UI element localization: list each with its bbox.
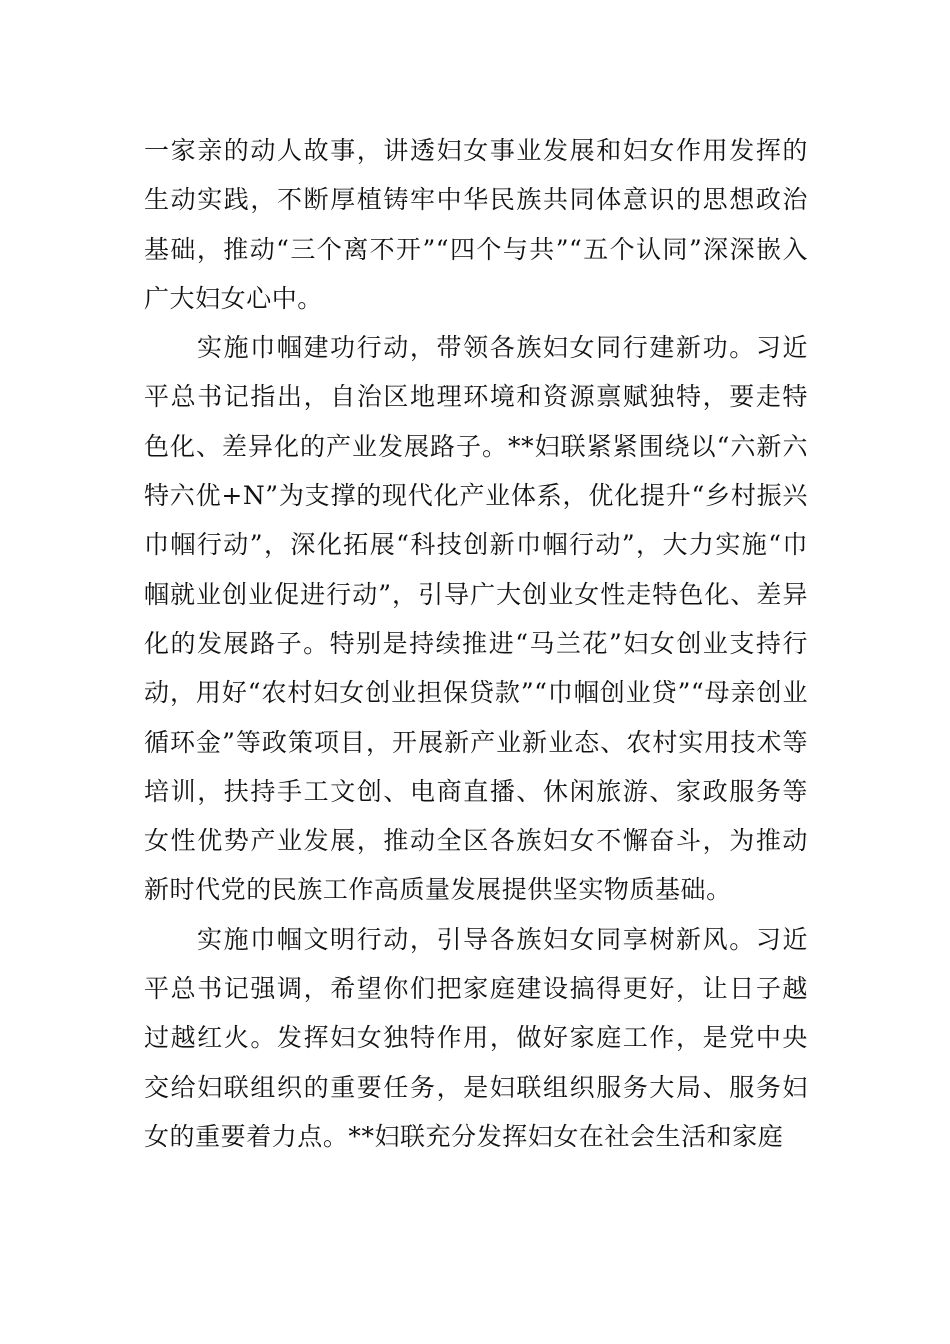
paragraph-continuation: 一家亲的动人故事，讲透妇女事业发展和妇女作用发挥的生动实践，不断厚植铸牢中华民族共同体意识的思想政治基础，推动“三个离不开”“四个与共”“五个认同”深深嵌入广大妇女心中。 [144,136,808,313]
paragraph-jinguo-wenming: 实施巾帼文明行动，引导各族妇女同享树新风。习近平总书记强调，希望你们把家庭建设搞得更好，让日子越过越红火。发挥妇女独特作用，做好家庭工作，是党中央交给妇联组织的重要任务，是妇联组织服务大局、服务妇女的重要着力点。**妇联充分发挥妇女在社会生活和家庭 [144,924,808,1151]
document-body [144,126,808,1161]
paragraph-jinguo-jiangong: 实施巾帼建功行动，带领各族妇女同行建新功。习近平总书记指出，自治区地理环境和资源禀赋独特，要走特色化、差异化的产业发展路子。**妇联紧紧围绕以“六新六特六优+N”为支撑的现代化产业体系，优化提升“乡村振兴巾帼行动”，深化拓展“科技创新巾帼行动”，大力实施“巾帼就业创业促进行动”，引导广大创业女性走特色化、差异化的发展路子。特别是持续推进“马兰花”妇女创业支持行动，用好“农村妇女创业担保贷款”“巾帼创业贷”“母亲创业循环金”等政策项目，开展新产业新业态、农村实用技术等培训，扶持手工文创、电商直播、休闲旅游、家政服务等女性优势产业发展，推动全区各族妇女不懈奋斗，为推动新时代党的民族工作高质量发展提供坚实物质基础。 [144,333,808,905]
